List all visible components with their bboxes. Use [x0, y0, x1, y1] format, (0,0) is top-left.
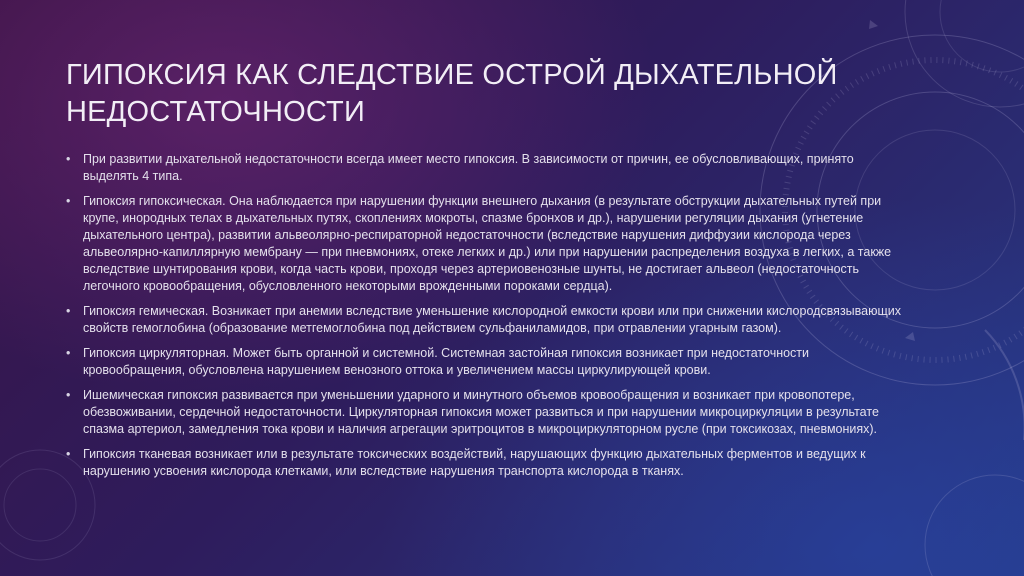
bullet-ischemic-hypoxia: • Ишемическая гипоксия развивается при уменьшении ударного и минутного объемов кровообращения и возникает при кровопотере, обезвоживании, сердечной недостаточности. Циркуляторная гипоксия может развиться и при нарушении микроциркуляции в результате спазма артериол, замедления тока крови и наличия агрегации эритроцитов в микроциркуляторном русле (при токсикозах, пневмониях).: [66, 387, 902, 438]
deco-ring-corner-inner: [940, 0, 1024, 72]
deco-arrow-1: [905, 332, 915, 341]
bullet-circulatory-hypoxia: • Гипоксия циркуляторная. Может быть органной и системной. Системная застойная гипоксия возникает при недостаточности кровообращения, обусловлена нарушением венозного оттока и увеличением массы циркулирующей крови.: [66, 345, 902, 379]
bullet-hypoxic-hypoxia: • Гипоксия гипоксическая. Она наблюдается при нарушении функции внешнего дыхания (в результате обструкции дыхательных путей при крупе, инородных телах в дыхательных путях, скоплениях мокроты, спазме бронхов и др.), нарушении регуляции дыхания (угнетение дыхательного центра), развитии альвеолярно-респираторной недостаточности (вследствие нарушения диффузии кислорода через альвеолярно-капиллярную мембрану — при пневмониях, отеке легких и др.) или при нарушении распределения воздуха в легких, а также вследствие шунтирования крови, когда часть крови, проходя через артериовенозные шунты, не достигает альвеол (недостаточность легочного кровообращения, обусловленного некоторыми врожденными пороками сердца).: [66, 193, 902, 295]
deco-arc-right: [985, 330, 1024, 440]
slide-title-line-1: ГИПОКСИЯ КАК СЛЕДСТВИЕ ОСТРОЙ ДЫХАТЕЛЬНОЙ: [66, 59, 838, 91]
slide-title-line-2: НЕДОСТАТОЧНОСТИ: [66, 96, 365, 128]
deco-ring-bottom-right: [925, 475, 1024, 576]
bullet-list: [66, 151, 902, 488]
bullet-hemic-hypoxia: • Гипоксия гемическая. Возникает при анемии вследствие уменьшение кислородной емкости крови или при снижении кислородсвязывающих свойств гемоглобина (образование метгемоглобина под действием сульфаниламидов, при отравлении угарным газом).: [66, 303, 902, 337]
deco-ring-corner: [905, 0, 1024, 107]
bullet-tissue-hypoxia: • Гипоксия тканевая возникает или в результате токсических воздействий, нарушающих функцию дыхательных ферментов и ведущих к нарушению усвоения кислорода клетками, или вследствие нарушения транспорта кислорода в тканях.: [66, 446, 902, 480]
bullet-intro: • При развитии дыхательной недостаточности всегда имеет место гипоксия. В зависимости от причин, ее обусловливающих, принято выделять 4 типа.: [66, 151, 902, 185]
deco-arrow-2: [869, 20, 878, 29]
slide-title: [66, 57, 886, 131]
